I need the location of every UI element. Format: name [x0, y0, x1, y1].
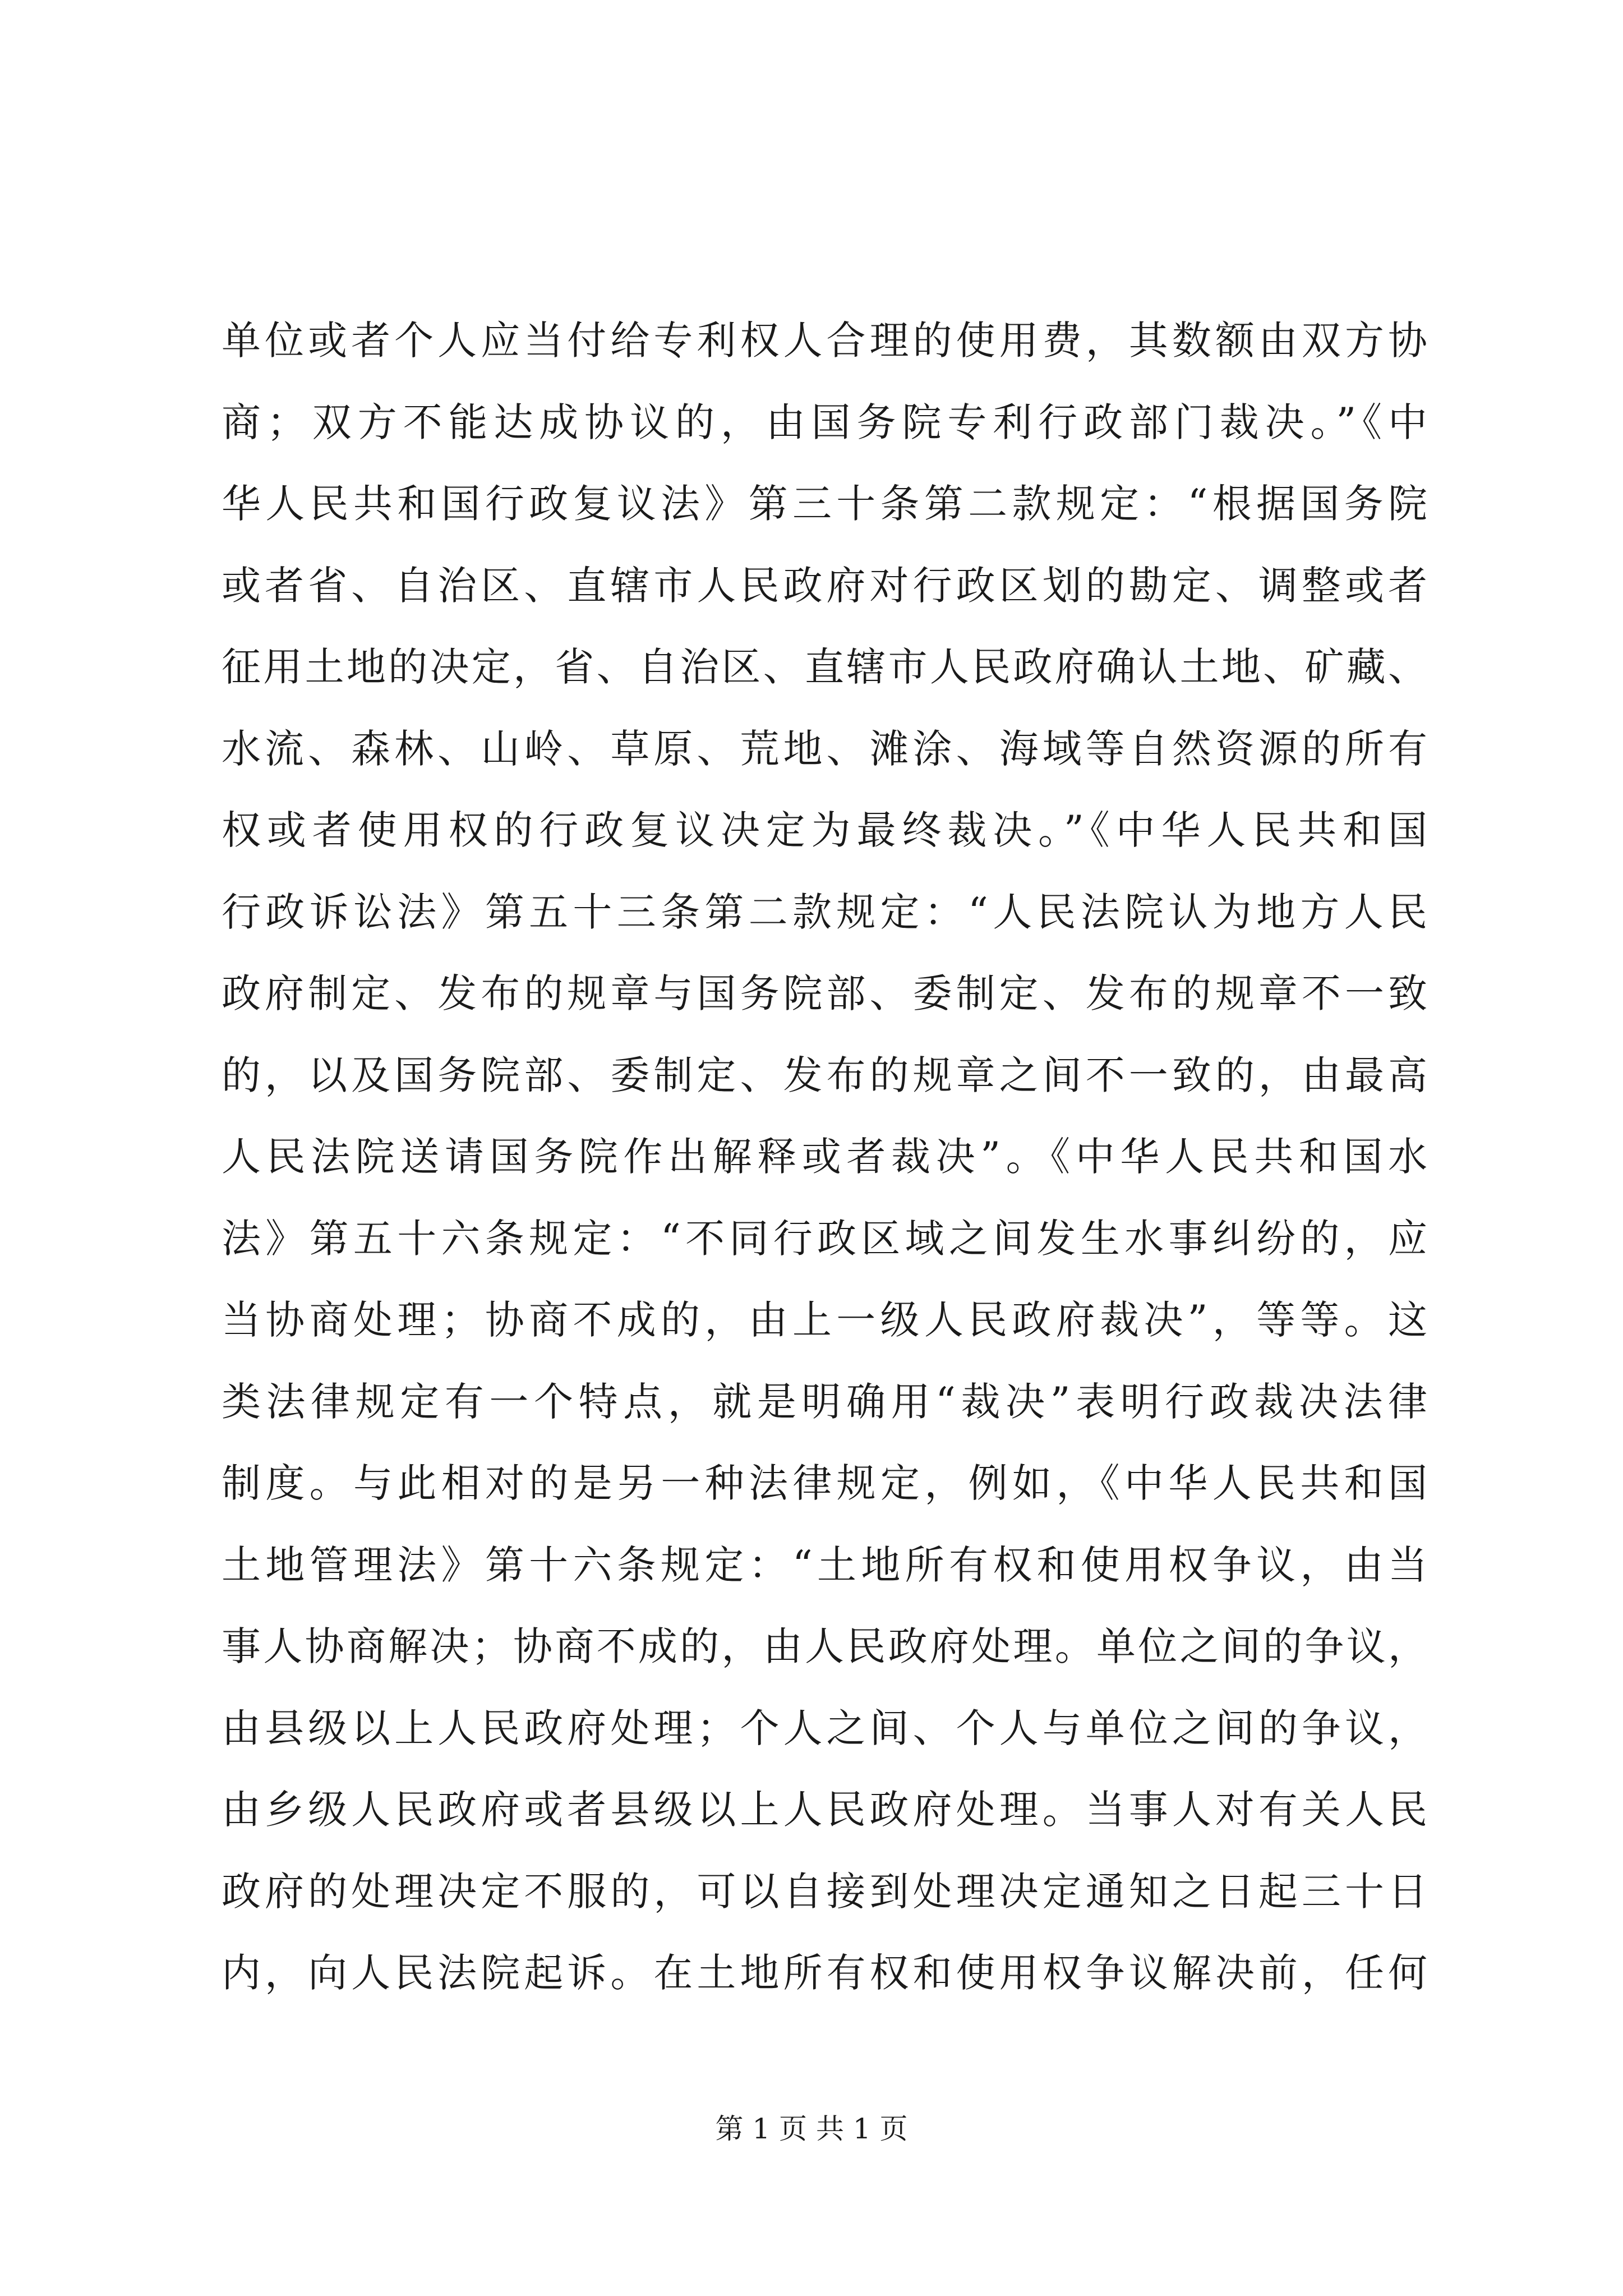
text-line: 由县级以上人民政府处理；个人之间、个人与单位之间的争议， [222, 1705, 1427, 1751]
text-line: 或者省、自治区、直辖市人民政府对行政区划的勘定、调整或者 [222, 562, 1427, 609]
text-line: 当协商处理；协商不成的，由上一级人民政府裁决”，等等。这 [222, 1297, 1427, 1343]
text-line: 商；双方不能达成协议的，由国务院专利行政部门裁决。”《中 [222, 399, 1427, 445]
body-text [222, 300, 1427, 2014]
text-line: 土地管理法》第十六条规定：“土地所有权和使用权争议，由当 [222, 1542, 1427, 1588]
text-line: 制度。与此相对的是另一种法律规定，例如，《中华人民共和国 [222, 1460, 1427, 1506]
page-number-label: 第 1 页 共 1 页 [715, 2113, 908, 2145]
text-line: 内，向人民法院起诉。在土地所有权和使用权争议解决前，任何 [222, 1950, 1427, 1996]
text-line: 华人民共和国行政复议法》第三十条第二款规定：“根据国务院 [222, 481, 1427, 527]
text-line: 单位或者个人应当付给专利权人合理的使用费，其数额由双方协 [222, 318, 1427, 364]
text-line: 事人协商解决；协商不成的，由人民政府处理。单位之间的争议， [222, 1623, 1427, 1669]
text-line: 政府的处理决定不服的，可以自接到处理决定通知之日起三十日 [222, 1868, 1427, 1915]
text-line: 行政诉讼法》第五十三条第二款规定：“人民法院认为地方人民 [222, 889, 1427, 935]
text-line: 人民法院送请国务院作出解释或者裁决”。《中华人民共和国水 [222, 1134, 1427, 1180]
text-line: 政府制定、发布的规章与国务院部、委制定、发布的规章不一致 [222, 970, 1427, 1016]
page-footer [0, 2112, 1623, 2146]
text-line: 权或者使用权的行政复议决定为最终裁决。”《中华人民共和国 [222, 807, 1427, 853]
text-line: 由乡级人民政府或者县级以上人民政府处理。当事人对有关人民 [222, 1787, 1427, 1833]
text-line: 水流、森林、山岭、草原、荒地、滩涂、海域等自然资源的所有 [222, 725, 1427, 772]
text-line: 类法律规定有一个特点，就是明确用“裁决”表明行政裁决法律 [222, 1378, 1427, 1425]
text-line: 的，以及国务院部、委制定、发布的规章之间不一致的，由最高 [222, 1052, 1427, 1098]
text-line: 法》第五十六条规定：“不同行政区域之间发生水事纠纷的，应 [222, 1215, 1427, 1262]
text-line: 征用土地的决定，省、自治区、直辖市人民政府确认土地、矿藏、 [222, 644, 1427, 690]
